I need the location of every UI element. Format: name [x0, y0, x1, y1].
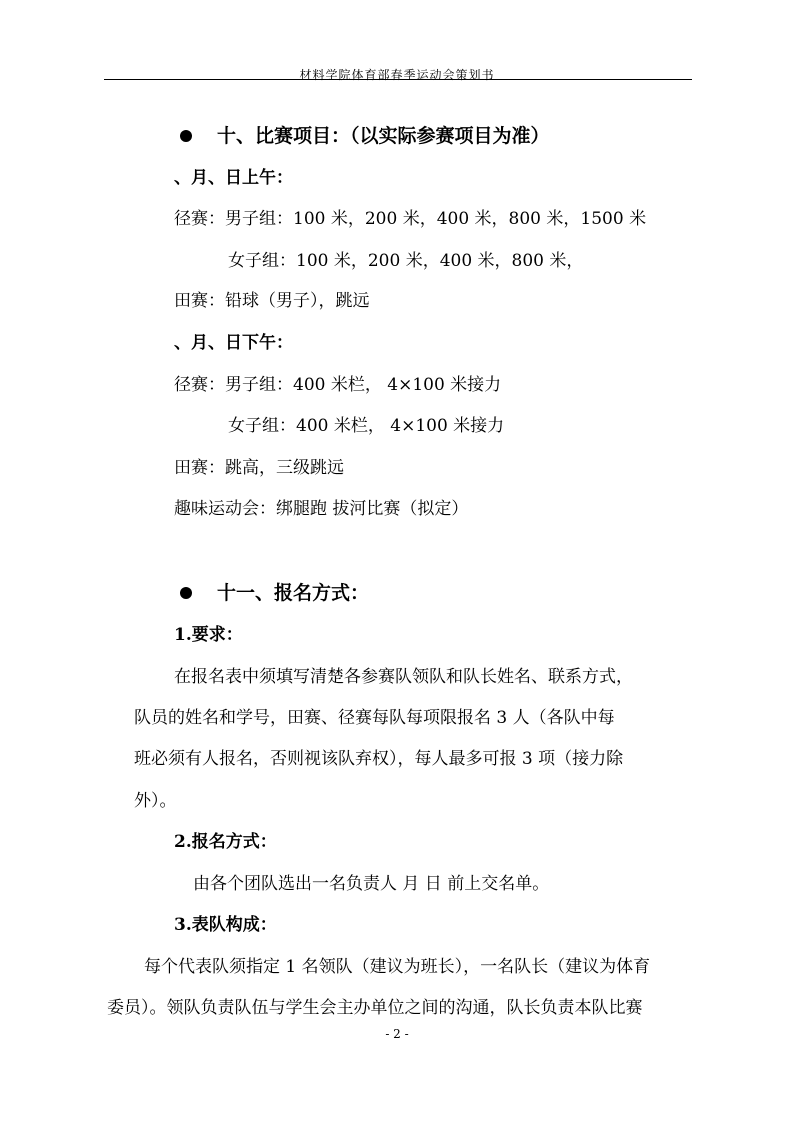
section-11-heading: 十一、报名方式：: [217, 582, 370, 604]
afternoon-label: 、月、日下午：: [174, 333, 293, 353]
requirements-line: 队员的姓名和学号，田赛、径赛每队每项限报名 3 人（各队中每: [134, 708, 615, 728]
requirements-line: 班必须有人报名，否则视该队弃权），每人最多可报 3 项（接力除: [134, 749, 624, 769]
track-women-morning: 女子组：100 米，200 米，400 米，800 米，: [228, 251, 584, 271]
requirements-label: 1.要求：: [174, 625, 243, 645]
team-line: 委员）。领队负责队伍与学生会主办单位之间的沟通，队长负责本队比赛: [107, 998, 643, 1018]
team-label: 3.表队构成：: [174, 915, 277, 935]
method-text: 由各个团队选出一名负责人 月 日 前上交名单。: [193, 874, 550, 894]
requirements-line: 外）。: [134, 791, 177, 811]
field-afternoon: 田赛：跳高，三级跳远: [174, 458, 344, 478]
section-10-heading: 十、比赛项目：（以实际参赛项目为准）: [217, 125, 550, 147]
method-label: 2.报名方式：: [174, 832, 277, 852]
page-header-title: 材料学院体育部春季运动会策划书: [299, 68, 495, 82]
requirements-line: 在报名表中须填写清楚各参赛队领队和队长姓名、联系方式，: [174, 667, 633, 687]
section-11-bullet: [180, 587, 192, 599]
section-10-bullet: [180, 130, 192, 142]
fun-games: 趣味运动会：绑腿跑 拔河比赛（拟定）: [174, 499, 469, 519]
morning-label: 、月、日上午：: [174, 168, 293, 188]
track-women-afternoon: 女子组：400 米栏， 4×100 米接力: [228, 416, 505, 436]
track-men-afternoon: 径赛：男子组：400 米栏， 4×100 米接力: [174, 375, 502, 395]
team-line: 每个代表队须指定 1 名领队（建议为班长），一名队长（建议为体育: [144, 957, 651, 977]
field-morning: 田赛：铅球（男子），跳远: [174, 291, 370, 311]
page-header-rule: [104, 79, 692, 80]
page-number: - 2 -: [385, 1027, 409, 1041]
track-men-morning: 径赛：男子组：100 米，200 米，400 米，800 米，1500 米: [174, 209, 647, 229]
